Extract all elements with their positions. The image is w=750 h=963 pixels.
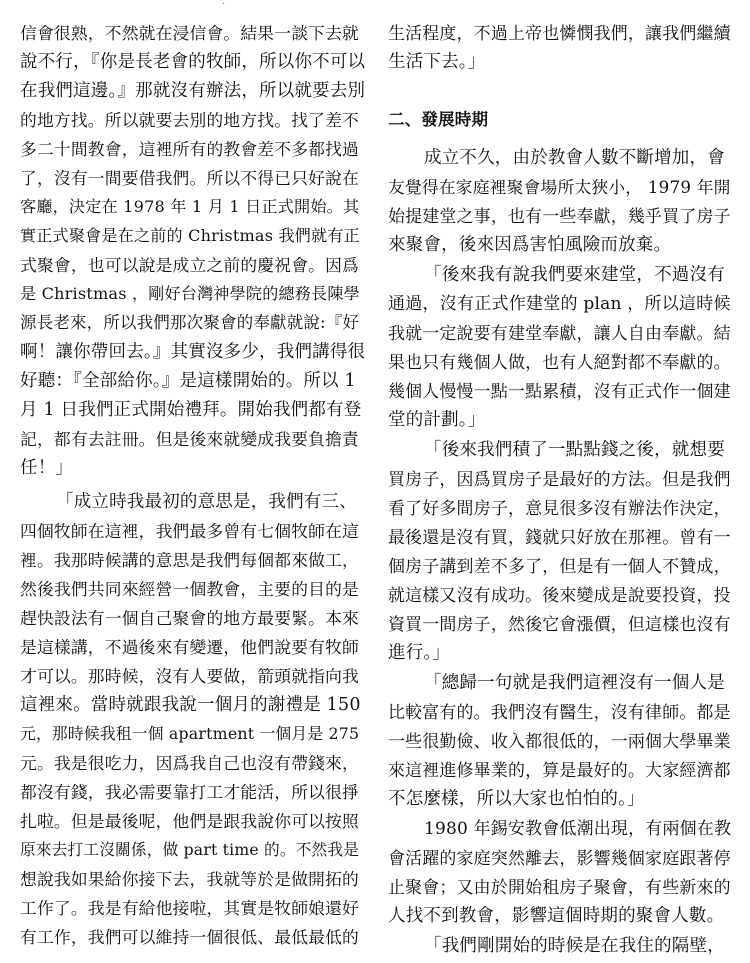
text-line: 客廳，決定在 1978 年 1 月 1 日正式開始。其 <box>20 197 360 216</box>
text-line: 果也只有幾個人做，也有人絕對都不奉獻的。 <box>388 352 731 372</box>
text-line: 扎啦。但是最後呢，他們是跟我說你可以按照 <box>20 811 360 831</box>
text-line: 是這樣講，不過後來有變遷，他們說要有牧師 <box>20 637 360 657</box>
text-line: 的地方找。所以就要去別的地方找。找了差不 <box>20 110 360 130</box>
paragraph-start-line: 「我們剛開始的時候是在我住的隔壁， <box>424 936 725 956</box>
text-line: 生活程度，不過上帝也憐憫我們，讓我們繼續 <box>388 23 731 43</box>
text-line: 說不行，『你是長老會的牧師，所以你不可以 <box>20 52 366 72</box>
text-line: 元，那時候我租一個 apartment 一個月是 275 <box>20 724 360 743</box>
text-line: 就這樣又沒有成功。後來變成是說要投資，投 <box>388 585 731 605</box>
text-line: 始提建堂之事，也有一些奉獻，幾乎買了房子 <box>388 206 731 226</box>
text-line: 裡。我那時候講的意思是我們每個都來做工， <box>20 550 360 570</box>
text-line: 元。我是很吃力，因爲我自己也沒有帶錢來， <box>20 753 360 773</box>
text-line: 來這裡進修畢業的，算是最好的。大家經濟都 <box>388 760 731 780</box>
text-line: 最後還是沒有買，錢就只好放在那裡。曾有一 <box>388 527 731 547</box>
text-line: 好聽：『全部給你。』是這樣開始的。所以 1 <box>20 371 356 391</box>
paragraph-start-line: 「後來我有說我們要來建堂，不過沒有 <box>424 265 725 285</box>
text-line: 任！」 <box>20 458 74 478</box>
scan-speck: · <box>222 0 226 10</box>
text-line: 多二十間教會，這裡所有的教會差不多都找過 <box>20 139 360 159</box>
text-line: 源長老來，所以我們那次聚會的奉獻就說:『好 <box>20 313 360 332</box>
text-line: 有工作，我們可以維持一個很低、最低最低的 <box>20 927 360 947</box>
text-line: 止聚會；又由於開始租房子聚會，有些新來的 <box>388 877 731 897</box>
text-line: 比較富有的。我們沒有醫生，沒有律師。都是 <box>388 702 731 722</box>
text-line: 會活躍的家庭突然離去，影響幾個家庭跟著停 <box>388 848 731 868</box>
text-line: 這裡來。當時就跟我說一個月的謝禮是 150 <box>20 695 361 715</box>
text-line: 才可以。那時候，沒有人要做，箭頭就指向我 <box>20 666 360 686</box>
text-line: 式聚會，也可以說是成立之前的慶祝會。因爲 <box>20 255 360 275</box>
text-line: 然後我們共同來經營一個教會，主要的目的是 <box>20 579 360 599</box>
text-line: 個房子講到差不多了，但是有一個人不贊成， <box>388 556 731 576</box>
text-line: 來聚會，後來因爲害怕風險而放棄。 <box>388 235 672 255</box>
text-line: 月 1 日我們正式開始禮拜。開始我們都有登 <box>20 400 362 420</box>
text-line: 信會很熟，不然就在浸信會。結果一談下去就 <box>20 23 360 43</box>
paragraph-start-line: 「總歸一句就是我們這裡沒有一個人是 <box>424 673 725 693</box>
text-line: 幾個人慢慢一點一點累積，沒有正式作一個建 <box>388 381 731 401</box>
text-line: 友覺得在家庭裡聚會場所太狹小， 1979 年開 <box>388 177 731 197</box>
text-line: 工作了。我是有給他接啦，其實是牧師娘還好 <box>20 898 360 918</box>
text-line: 堂的計劃。」 <box>388 410 486 430</box>
text-line: 我就一定說要有建堂奉獻，讓人自由奉獻。結 <box>388 323 731 343</box>
paragraph-start-line: 「成立時我最初的意思是，我們有三、 <box>56 492 357 512</box>
text-line: 在我們這邊。』那就沒有辦法，所以就要去別 <box>20 81 366 101</box>
paragraph-start-line: 成立不久，由於教會人數不斷增加，會 <box>424 148 725 168</box>
text-line: 實正式聚會是在之前的 Christmas 我們就有正 <box>20 226 360 245</box>
text-line: 啊！讓你帶回去。』其實沒多少，我們講得很 <box>20 342 366 362</box>
text-line: 趕快設法有一個自己聚會的地方最要緊。本來 <box>20 608 360 628</box>
paragraph-start-line: 「後來我們積了一點點錢之後，就想要 <box>424 440 725 460</box>
paragraph-start-line: 1980 年錫安教會低潮出現，有兩個在教 <box>424 819 732 839</box>
text-line: 人找不到教會，影響這個時期的聚會人數。 <box>388 906 725 926</box>
text-line: 生活下去。」 <box>388 52 486 72</box>
text-line: 看了好多間房子，意見很多沒有辦法作決定， <box>388 498 731 518</box>
text-line: 通過，沒有正式作建堂的 plan ，所以這時候 <box>388 294 731 314</box>
text-line: 記，都有去註冊。但是後來就變成我要負擔責 <box>20 429 360 449</box>
text-line: 進行。」 <box>388 643 451 663</box>
text-line: 資買一間房子，然後它會漲價，但這樣也沒有 <box>388 614 731 634</box>
text-line: 原來去打工沒關係，做 part time 的。不然我是 <box>20 840 360 859</box>
text-line: 都沒有錢，我必需要靠打工才能活，所以很掙 <box>20 782 360 802</box>
text-line: 想說我如果給你接下去，我就等於是做開拓的 <box>20 869 360 889</box>
text-line: 買房子，因爲買房子是最好的方法。但是我們 <box>388 469 731 489</box>
text-line: 不怎麼樣，所以大家也怕怕的。」 <box>388 789 645 809</box>
text-line: 四個牧師在這裡，我們最多曾有七個牧師在這 <box>20 521 360 541</box>
text-line: 一些很勤儉、收入都很低的，一兩個大學畢業 <box>388 731 731 751</box>
text-line: 是 Christmas ，剛好台灣神學院的總務長陳學 <box>20 284 360 303</box>
text-line: 了，沒有一間要借我們。所以不得已只好說在 <box>20 168 360 188</box>
section-heading: 二、發展時期 <box>388 110 489 129</box>
